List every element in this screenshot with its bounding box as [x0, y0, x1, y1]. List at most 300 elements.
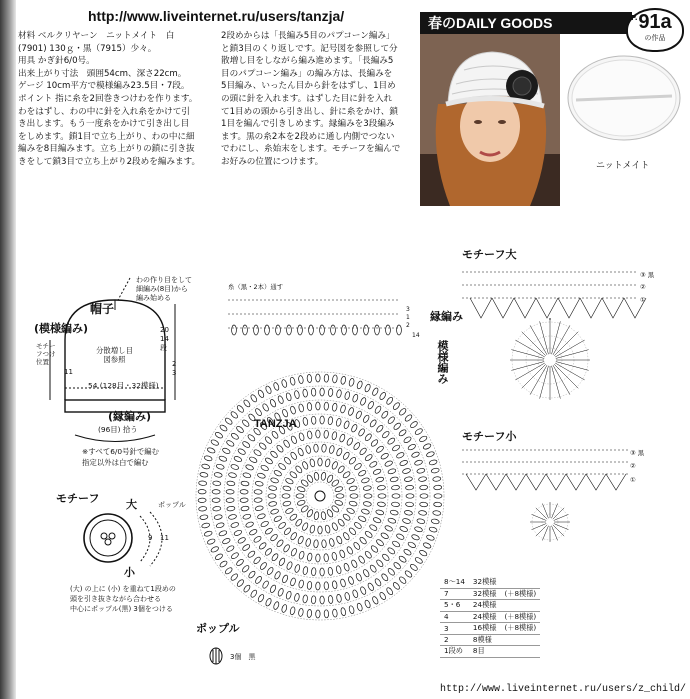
popcorn-stitch [218, 530, 227, 537]
motif-large-chart [462, 262, 662, 412]
rows-table-cell [500, 646, 540, 658]
rows-table-cell: 7 [440, 588, 469, 600]
popcorn-stitch [332, 375, 337, 383]
popcorn-stitch [236, 425, 245, 433]
popcorn-stitch [369, 460, 378, 468]
popcorn-stitch [250, 394, 258, 403]
popcorn-stitch [253, 556, 262, 565]
popcorn-stitch [332, 609, 337, 617]
popcorn-stitch [198, 498, 206, 503]
popcorn-stitch [283, 501, 292, 507]
popcorn-stitch [404, 414, 413, 423]
rows-table-cell: 8目 [469, 646, 501, 658]
popcorn-stitch [364, 383, 371, 392]
popcorn-stitch [207, 538, 216, 545]
popcorn-stitch [411, 534, 420, 541]
popcorn-stitch [295, 518, 303, 527]
popcorn-stitch [380, 452, 389, 460]
rows-table-cell: 8～14 [440, 577, 469, 588]
popcorn-stitch [348, 407, 355, 416]
popcorn-stitch [277, 588, 284, 597]
popcorn-stitch [419, 549, 428, 557]
rows-table-cell: 32模様 [469, 588, 501, 600]
popcorn-stitch [230, 552, 239, 560]
popcorn-stitch [253, 449, 262, 457]
popcorn-stitch [290, 548, 297, 557]
popcorn-stitch [307, 402, 312, 410]
popcorn-stitch [316, 374, 321, 382]
popcorn-stitch [311, 416, 316, 424]
popcorn-stitch [309, 459, 315, 468]
rows-table-cell: 4 [440, 611, 469, 623]
popcorn-stitch [265, 598, 272, 607]
popcorn-stitch [403, 548, 412, 556]
popcorn-stitch [343, 420, 350, 429]
popcorn-stitch [241, 564, 250, 573]
popcorn-stitch [247, 550, 256, 559]
popcorn-stitch [316, 554, 321, 562]
popcorn-stitch [307, 431, 313, 440]
instruction-line: き出します。もう一度糸をかけて引き出し目 [18, 119, 190, 130]
popcorn-stitch [390, 476, 399, 482]
instruction-line: と鎖3目のくり返しです。記号図を参照して分 [221, 43, 398, 54]
popcorn-stitch [367, 401, 375, 410]
popcorn-stitch [264, 547, 273, 556]
rows-table-cell: 16模様 [469, 623, 501, 635]
popcorn-stitch [414, 428, 423, 436]
popcorn-stitch [328, 595, 333, 603]
popple-symbol [206, 646, 226, 666]
popcorn-stitch [271, 553, 279, 562]
popcorn-stitch [297, 486, 306, 493]
popcorn-stitch [336, 418, 342, 427]
popcorn-stitch [298, 551, 305, 560]
popcorn-stitch [342, 513, 351, 521]
popcorn-stitch [350, 494, 358, 498]
popcorn-stitch [247, 434, 256, 443]
popcorn-stitch [375, 325, 380, 335]
popcorn-stitch [359, 536, 368, 545]
popcorn-stitch [351, 424, 359, 433]
banner-title: DAILY GOODS [456, 15, 553, 31]
popcorn-stitch [406, 494, 414, 498]
instruction-line: 散増し目をしながら編み進めます。「長編み5 [221, 56, 394, 67]
popcorn-stitch [262, 580, 270, 589]
popcorn-stitch [377, 485, 386, 490]
popcorn-stitch [198, 481, 206, 486]
popcorn-stitch [301, 461, 308, 470]
popcorn-stitch [298, 580, 304, 589]
row-marker-3: 3 [406, 306, 410, 313]
popcorn-stitch [283, 456, 292, 465]
popcorn-stitch [379, 391, 387, 400]
popcorn-stitch [320, 388, 325, 396]
popcorn-stitch [264, 457, 273, 465]
popcorn-stitch [391, 502, 399, 507]
popcorn-stitch [325, 525, 331, 534]
popcorn-stitch [228, 472, 237, 478]
popcorn-stitch [328, 388, 333, 396]
popcorn-stitch [364, 433, 372, 442]
popcorn-stitch [276, 444, 285, 453]
rows-table-row [440, 588, 540, 600]
popcorn-stitch [336, 565, 342, 574]
popcorn-stitch [297, 447, 304, 456]
popcorn-stitch [311, 388, 316, 396]
popcorn-stitch [378, 494, 386, 498]
rows-table-cell: 2 [440, 634, 469, 646]
thread-note: 糸（黒・2本）通す [228, 283, 284, 291]
popcorn-stitch [420, 494, 428, 498]
popcorn-stitch [294, 564, 301, 573]
popcorn-stitch [270, 508, 279, 515]
popcorn-stitch [373, 468, 382, 475]
popcorn-stitch [262, 403, 270, 412]
daily-goods-banner [420, 12, 632, 34]
instruction-line: わをはずし、わの中に針を入れ糸をかけて引 [18, 106, 190, 117]
popcorn-stitch [331, 552, 337, 561]
popcorn-stitch [236, 404, 245, 413]
popcorn-stitch [300, 479, 309, 488]
page-badge [626, 8, 684, 52]
popcorn-stitch [309, 325, 314, 335]
instruction-line: 5目編み、いったん目から針をはずし、1目め [221, 81, 396, 92]
hat-right-number: 2 3 [172, 360, 177, 377]
popcorn-stitch [340, 405, 346, 414]
motif-schematic [80, 510, 180, 570]
popcorn-stitch [253, 535, 262, 543]
popcorn-stitch [289, 513, 298, 521]
instruction-line: 目のパプコーン編み」の編み方は、長編みを [221, 68, 393, 79]
banner-prefix: 春の [428, 15, 456, 31]
popcorn-stitch [371, 387, 379, 396]
popcorn-stitch [302, 595, 307, 604]
popcorn-stitch [318, 458, 322, 466]
popcorn-stitch [255, 481, 264, 487]
motif-small-label: 小 [124, 566, 135, 579]
pattern-label: 模様編み [436, 340, 449, 384]
popcorn-stitch [377, 502, 386, 507]
rows-table-row [440, 611, 540, 623]
popcorn-stitch [313, 444, 318, 452]
popcorn-stitch [381, 553, 390, 562]
popcorn-stitch [321, 472, 327, 481]
popcorn-stitch [281, 604, 288, 613]
motif-dim-1: 9 [148, 534, 153, 542]
popcorn-stitch [349, 501, 358, 507]
popcorn-stitch [369, 419, 377, 428]
popcorn-stitch [213, 506, 221, 511]
popcorn-stitch [342, 451, 350, 460]
popcorn-stitch [316, 610, 321, 618]
popcorn-stitch [306, 474, 314, 483]
popcorn-stitch [233, 529, 242, 536]
popcorn-stitch [361, 508, 370, 515]
popcorn-stitch [398, 555, 407, 563]
instruction-line: 出来上がり寸法 頭囲54cm、深さ22cm。 [18, 68, 187, 79]
popcorn-stitch [222, 537, 231, 544]
popcorn-stitch [396, 452, 405, 460]
popcorn-stitch [324, 582, 329, 590]
popcorn-stitch [416, 468, 425, 474]
popcorn-stitch [260, 520, 269, 528]
popcorn-stitch [230, 522, 239, 529]
popcorn-stitch [342, 471, 351, 479]
popcorn-stitch [351, 559, 359, 568]
popcorn-stitch [364, 530, 373, 538]
rows-table-row [440, 623, 540, 635]
motif-large-label: 大 [126, 498, 137, 511]
popcorn-stitch [402, 518, 411, 524]
popcorn-stitch [344, 391, 350, 400]
popcorn-stitch [204, 530, 213, 537]
instruction-line: をしめます。鎖1目で立ち上がり、わの中に細 [18, 131, 195, 142]
popcorn-stitch [265, 385, 272, 394]
popcorn-stitch [302, 417, 308, 426]
popcorn-stitch [386, 325, 391, 335]
popcorn-stitch [346, 546, 354, 555]
popcorn-stitch [375, 539, 384, 547]
popcorn-stitch [409, 420, 418, 428]
popcorn-stitch [276, 539, 285, 548]
popcorn-stitch [329, 445, 335, 454]
popcorn-stitch [302, 566, 308, 575]
rows-table [440, 577, 540, 658]
popcorn-stitch [307, 374, 312, 382]
popcorn-stitch [230, 411, 239, 420]
popcorn-stitch [285, 507, 294, 514]
popcorn-stitch [331, 325, 336, 335]
popcorn-stitch [214, 431, 223, 439]
popcorn-stitch [227, 481, 236, 486]
popcorn-stitch [359, 447, 368, 456]
popcorn-stitch [301, 522, 308, 531]
hat-pickup-label: (96目) 拾う [98, 425, 138, 434]
crochet-chart [190, 270, 470, 630]
popcorn-stitch [398, 429, 407, 437]
popcorn-stitch [339, 549, 346, 558]
popcorn-stitch [387, 567, 396, 576]
instruction-line: でわにし、糸始末をします。モチーフを編んで [221, 144, 401, 155]
popcorn-stitch [269, 584, 277, 593]
hat-left-number: 11 [64, 368, 73, 376]
popcorn-stitch [237, 448, 246, 456]
popcorn-stitch [325, 459, 331, 468]
popcorn-stitch [257, 472, 266, 479]
popcorn-stitch [352, 589, 359, 598]
popcorn-stitch [404, 570, 413, 579]
popcorn-stitch [356, 380, 363, 389]
popcorn-stitch [364, 550, 372, 559]
popcorn-stitch [286, 561, 293, 570]
popcorn-stitch [348, 576, 355, 585]
popcorn-stitch [249, 528, 258, 536]
popcorn-stitch [399, 525, 408, 532]
popcorn-stitch [230, 464, 239, 471]
rows-table-row [440, 634, 540, 646]
rows-table-cell [500, 600, 540, 612]
instruction-line: ポイント 指に糸を2回巻きつけわを作ります。 [18, 94, 198, 104]
popcorn-stitch [224, 417, 233, 425]
popcorn-stitch [278, 557, 286, 566]
popcorn-stitch [361, 477, 370, 484]
rows-table-cell: 24模様 [469, 600, 501, 612]
rows-table-cell [500, 577, 540, 588]
popcorn-stitch [402, 468, 411, 474]
popcorn-stitch [296, 494, 304, 498]
popcorn-stitch [227, 506, 236, 511]
popcorn-stitch [294, 593, 300, 602]
popcorn-stitch [363, 485, 372, 491]
popcorn-stitch [374, 405, 382, 414]
popcorn-stitch [276, 325, 281, 335]
popcorn-stitch [210, 546, 219, 554]
motif-popcorn-label: ポップル [158, 501, 186, 509]
popcorn-stitch [241, 419, 250, 428]
header-url[interactable]: http://www.liveinternet.ru/users/tanzja/ [88, 8, 345, 24]
popcorn-stitch [242, 472, 251, 478]
popcorn-stitch [249, 456, 258, 464]
rows-table-cell: 5・6 [440, 600, 469, 612]
popcorn-stitch [342, 532, 350, 541]
popcorn-stitch [331, 505, 340, 514]
popcorn-stitch [277, 395, 284, 404]
popcorn-stitch [254, 498, 262, 503]
popcorn-stitch [285, 591, 292, 600]
popcorn-stitch [353, 541, 361, 550]
popcorn-stitch [250, 589, 258, 598]
popcorn-stitch [331, 431, 337, 440]
popcorn-stitch [398, 407, 407, 416]
popcorn-stitch [331, 461, 338, 470]
popcorn-stitch [352, 394, 359, 403]
popcorn-stitch [297, 535, 304, 544]
popcorn-stitch [346, 477, 355, 484]
popcorn-stitch [320, 416, 325, 424]
popcorn-stitch [316, 430, 321, 438]
rows-table-cell: 32模様 [469, 577, 501, 588]
instruction-line: 編みを8目編みます。立ち上がりの鎖に引き抜 [18, 144, 195, 155]
popcorn-stitch [212, 489, 220, 494]
watermark: TANZJA [254, 418, 297, 430]
popcorn-stitch [423, 443, 432, 450]
popcorn-stitch [381, 430, 390, 439]
popcorn-stitch [294, 390, 300, 399]
popcorn-stitch [273, 382, 280, 391]
popcorn-stitch [353, 521, 362, 529]
popcorn-stitch [230, 432, 239, 440]
instruction-line: きをして鎖3目で立ち上がり2段めを編みます。 [18, 157, 201, 167]
popcorn-stitch [257, 513, 266, 520]
popcorn-stitch [287, 325, 292, 335]
popcorn-stitch [298, 608, 304, 617]
popcorn-stitch [242, 543, 251, 551]
popcorn-stitch [399, 459, 408, 466]
rows-table-row [440, 577, 540, 588]
motif-small-chart [462, 442, 645, 552]
popcorn-stitch [373, 517, 382, 524]
popcorn-stitch [414, 556, 423, 564]
popcorn-stitch [329, 538, 335, 547]
popcorn-stitch [384, 525, 393, 532]
motif-small-row3: ③ 黒 [630, 449, 645, 457]
popcorn-stitch [433, 510, 442, 516]
instruction-line: 2段めからは「長編み5目のパプコーン編み」 [221, 31, 395, 41]
rows-table-row [440, 646, 540, 658]
popcorn-stitch [380, 532, 389, 540]
popcorn-stitch [404, 476, 413, 482]
popcorn-stitch [431, 468, 440, 474]
popcorn-stitch [348, 527, 357, 536]
badge-number: 91a [638, 11, 672, 33]
edge-label: 縁編み [430, 310, 463, 323]
popcorn-stitch [283, 485, 292, 491]
book-spine-shadow [0, 0, 16, 699]
popcorn-stitch [375, 476, 384, 482]
popcorn-stitch [237, 537, 246, 545]
popcorn-stitch [340, 376, 346, 385]
popcorn-stitch [268, 485, 277, 491]
popcorn-stitch [324, 610, 329, 618]
popcorn-stitch [339, 434, 346, 443]
popcorn-stitch [295, 465, 303, 474]
popcorn-stitch [324, 402, 329, 410]
motif-large-title: モチーフ大 [462, 248, 517, 261]
motif-large-row3: ③ 黒 [640, 271, 655, 279]
popcorn-stitch [331, 522, 338, 531]
popcorn-stitch [324, 554, 329, 562]
model-photo [420, 34, 560, 206]
popcorn-stitch [396, 533, 405, 541]
popcorn-stitch [336, 494, 344, 498]
popcorn-stitch [219, 424, 228, 432]
popcorn-stitch [216, 522, 225, 528]
popcorn-stitch [260, 464, 269, 472]
badge-p: P. [631, 14, 638, 22]
popcorn-stitch [336, 535, 343, 544]
popcorn-stitch [282, 494, 290, 498]
popcorn-stitch [305, 445, 311, 454]
popcorn-stitch [381, 573, 389, 582]
popcorn-stitch [254, 325, 259, 335]
popcorn-stitch [270, 533, 279, 542]
popcorn-stitch [278, 462, 287, 470]
popcorn-stitch [420, 502, 428, 507]
popcorn-stitch [336, 447, 343, 456]
popcorn-stitch [374, 578, 382, 587]
popcorn-stitch [283, 544, 291, 553]
yarn-sample [562, 54, 686, 174]
motif-dim-2: 11 [160, 534, 169, 542]
popcorn-stitch [254, 575, 262, 584]
popcorn-stitch [353, 462, 362, 470]
popcorn-stitch [285, 477, 294, 484]
popcorn-stitch [259, 562, 267, 571]
popcorn-stitch [307, 609, 312, 617]
popcorn-stitch [362, 414, 370, 423]
popcorn-stitch [355, 410, 362, 419]
popcorn-stitch [418, 476, 427, 482]
popcorn-stitch [392, 402, 401, 411]
popcorn-stitch [429, 459, 438, 466]
popcorn-stitch [392, 494, 400, 498]
popcorn-stitch [254, 489, 262, 494]
popcorn-stitch [271, 430, 279, 439]
footer-url[interactable]: http://www.liveinternet.ru/users/z_child/ [440, 684, 687, 695]
popcorn-stitch [331, 479, 340, 488]
popcorn-stitch [242, 440, 251, 448]
popcorn-stitch [337, 465, 345, 474]
